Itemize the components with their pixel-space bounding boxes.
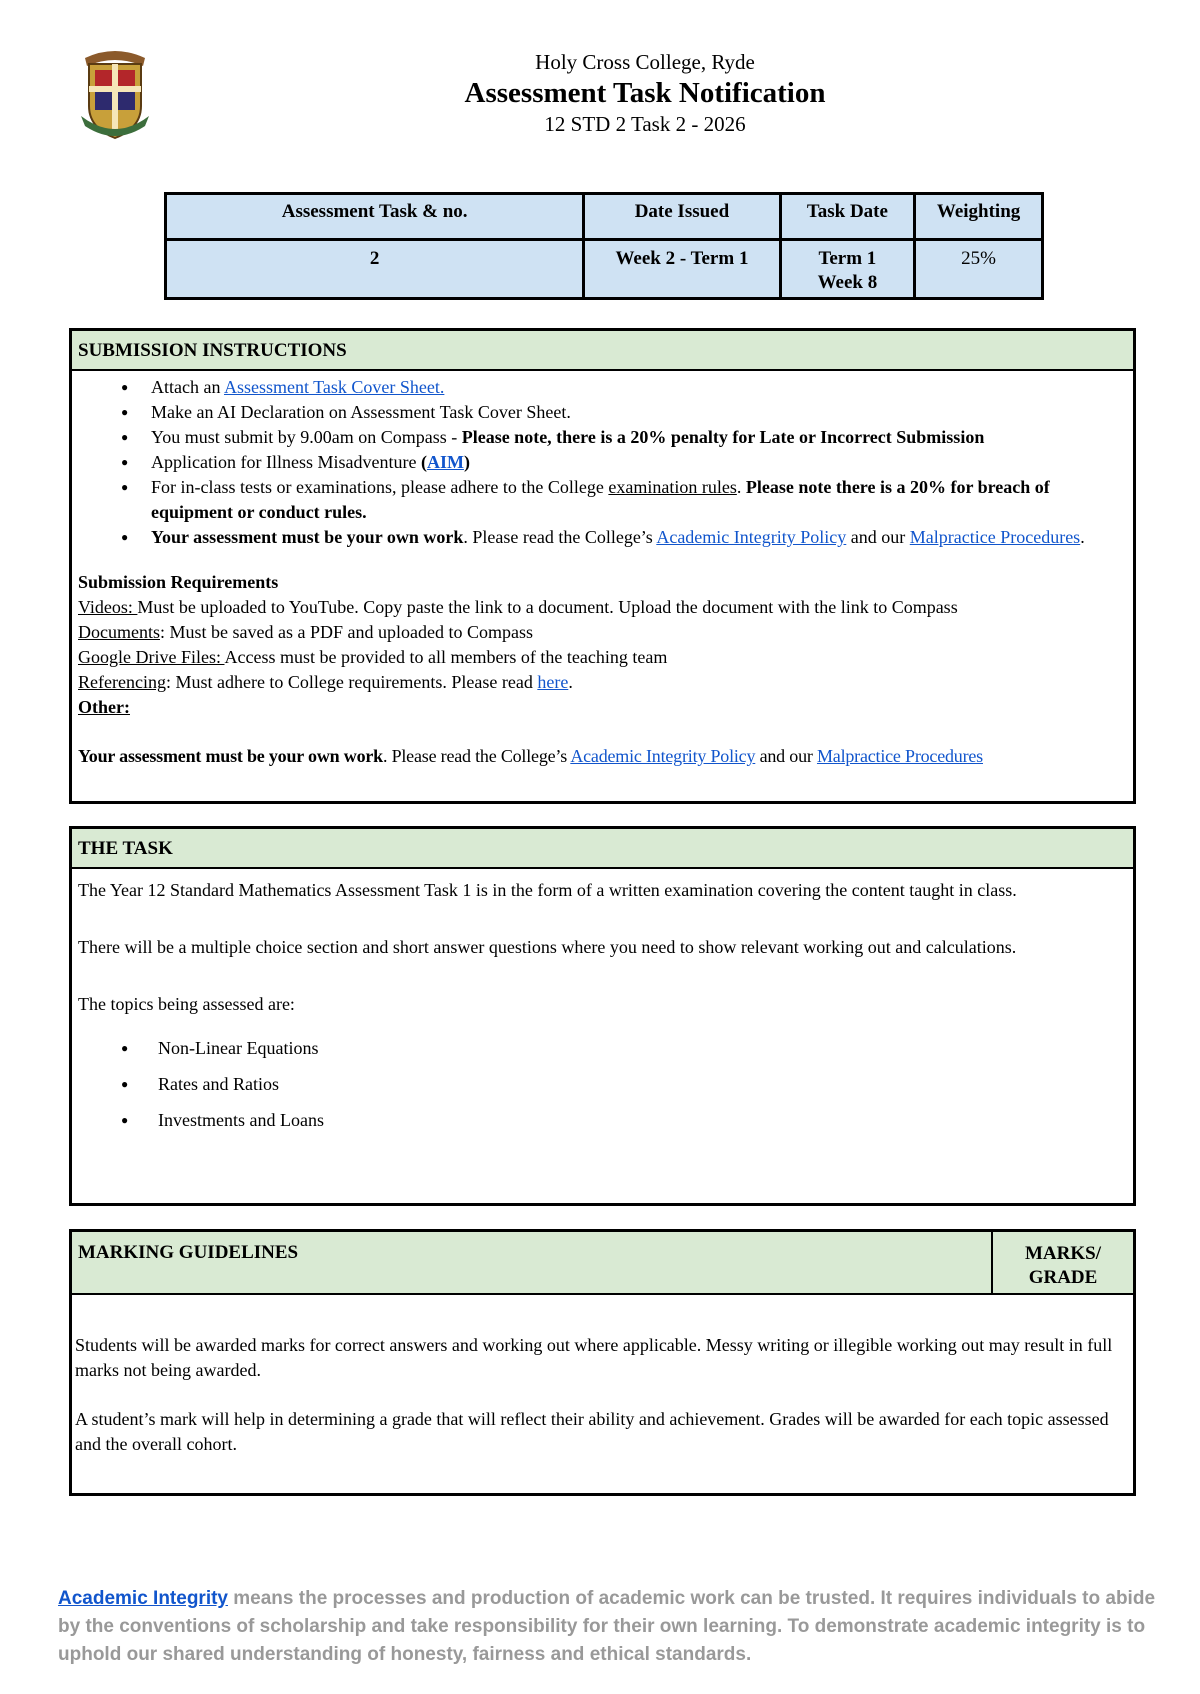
header-date-issued: Date Issued (584, 194, 780, 240)
list-item: ● You must submit by 9.00am on Compass - Please note, there is a 20% penalty for Late or Incorrect Submission (78, 425, 1127, 450)
malpractice-procedures-link[interactable]: Malpractice Procedures (909, 527, 1081, 547)
list-item: ● Attach an Assessment Task Cover Sheet. (78, 375, 1127, 400)
marking-description-2: A student’s mark will help in determining a grade that will reflect their ability and achievement. Grades will be awarded for each topic assessed and the overall cohort. (75, 1409, 1109, 1454)
weighting-value: 25% (915, 240, 1043, 299)
examination-rules-text: examination rules (608, 477, 737, 497)
topic-list (78, 1034, 1127, 1134)
page-title: Assessment Task Notification (464, 77, 826, 109)
list-item: ● Investments and Loans (78, 1106, 1127, 1134)
cover-sheet-link[interactable]: Assessment Task Cover Sheet. (223, 377, 445, 397)
submission-requirements-heading: Submission Requirements (78, 572, 279, 592)
drive-requirement: Google Drive Files: Access must be provided to all members of the teaching team (78, 647, 668, 667)
header-task-date: Task Date (780, 194, 915, 240)
list-item: ● Application for Illness Misadventure (AIM) (78, 450, 1127, 475)
aim-link[interactable]: AIM (426, 452, 464, 472)
header-weighting: Weighting (915, 194, 1043, 240)
marking-guidelines-section (69, 1229, 1136, 1496)
the-task-section (69, 826, 1136, 1206)
school-name: Holy Cross College, Ryde (535, 50, 755, 74)
marks-grade-heading: MARKS/ GRADE (1025, 1243, 1101, 1288)
task-date-term: Term 1 (818, 248, 877, 269)
referencing-here-link[interactable]: here (537, 672, 569, 692)
task-description-1: The Year 12 Standard Mathematics Assessment Task 1 is in the form of a written examination covering the content taught in class. (78, 880, 1017, 900)
documents-requirement: Documents: Must be saved as a PDF and uploaded to Compass (78, 622, 533, 642)
academic-integrity-policy-link-2[interactable]: Academic Integrity Policy (570, 746, 756, 766)
marking-description-1: Students will be awarded marks for correct answers and working out where applicable. Messy writing or illegible working out may result in full marks not being awarded. (75, 1335, 1113, 1380)
task-topics-intro: The topics being assessed are: (78, 994, 295, 1014)
task-no-value: 2 (166, 240, 584, 299)
referencing-requirement: Referencing: Must adhere to College requirements. Please read here. (78, 672, 573, 692)
academic-integrity-policy-link[interactable]: Academic Integrity Policy (656, 527, 847, 547)
academic-integrity-link[interactable]: Academic Integrity (58, 1588, 228, 1609)
list-item: ● Non-Linear Equations (78, 1034, 1127, 1062)
academic-integrity-footer: Academic Integrity means the processes and production of academic work can be trusted. It requires individuals to abide by the conventions of scholarship and take responsibility for their own learning. To demonstrate academic integrity is to uphold our shared understanding of honesty, fairness and ethical standards. (58, 1588, 1156, 1665)
list-item: ● Rates and Ratios (78, 1070, 1127, 1098)
own-work-statement: Your assessment must be your own work. Please read the College’s Academic Integrity Policy and our Malpractice Procedures (78, 746, 983, 766)
marking-heading: MARKING GUIDELINES (72, 1232, 993, 1293)
other-requirement: Other: (78, 697, 130, 717)
header-task-no: Assessment Task & no. (166, 194, 584, 240)
task-date-week: Week 8 (817, 272, 878, 293)
videos-requirement: Videos: Must be uploaded to YouTube. Copy paste the link to a document. Upload the document with the link to Compass (78, 597, 958, 617)
date-issued-value: Week 2 - Term 1 (584, 240, 780, 299)
task-heading: THE TASK (72, 829, 1133, 869)
malpractice-procedures-link-2[interactable]: Malpractice Procedures (816, 746, 983, 766)
submission-heading: SUBMISSION INSTRUCTIONS (72, 331, 1133, 371)
list-item: ● For in-class tests or examinations, please adhere to the College examination rules. Please note there is a 20% for breach of equipment or conduct rules. (78, 475, 1127, 525)
page-subtitle: 12 STD 2 Task 2 - 2026 (544, 112, 746, 136)
list-item: ● Make an AI Declaration on Assessment Task Cover Sheet. (78, 400, 1127, 425)
task-date-value (780, 240, 915, 299)
submission-instructions-section (69, 328, 1136, 804)
page-header (0, 48, 1200, 138)
list-item: ● Your assessment must be your own work. Please read the College’s Academic Integrity Policy and our Malpractice Procedures. (78, 525, 1127, 550)
submission-bullet-list (78, 375, 1127, 550)
assessment-info-table (164, 192, 1044, 300)
task-description-2: There will be a multiple choice section and short answer questions where you need to show relevant working out and calculations. (78, 937, 1017, 957)
